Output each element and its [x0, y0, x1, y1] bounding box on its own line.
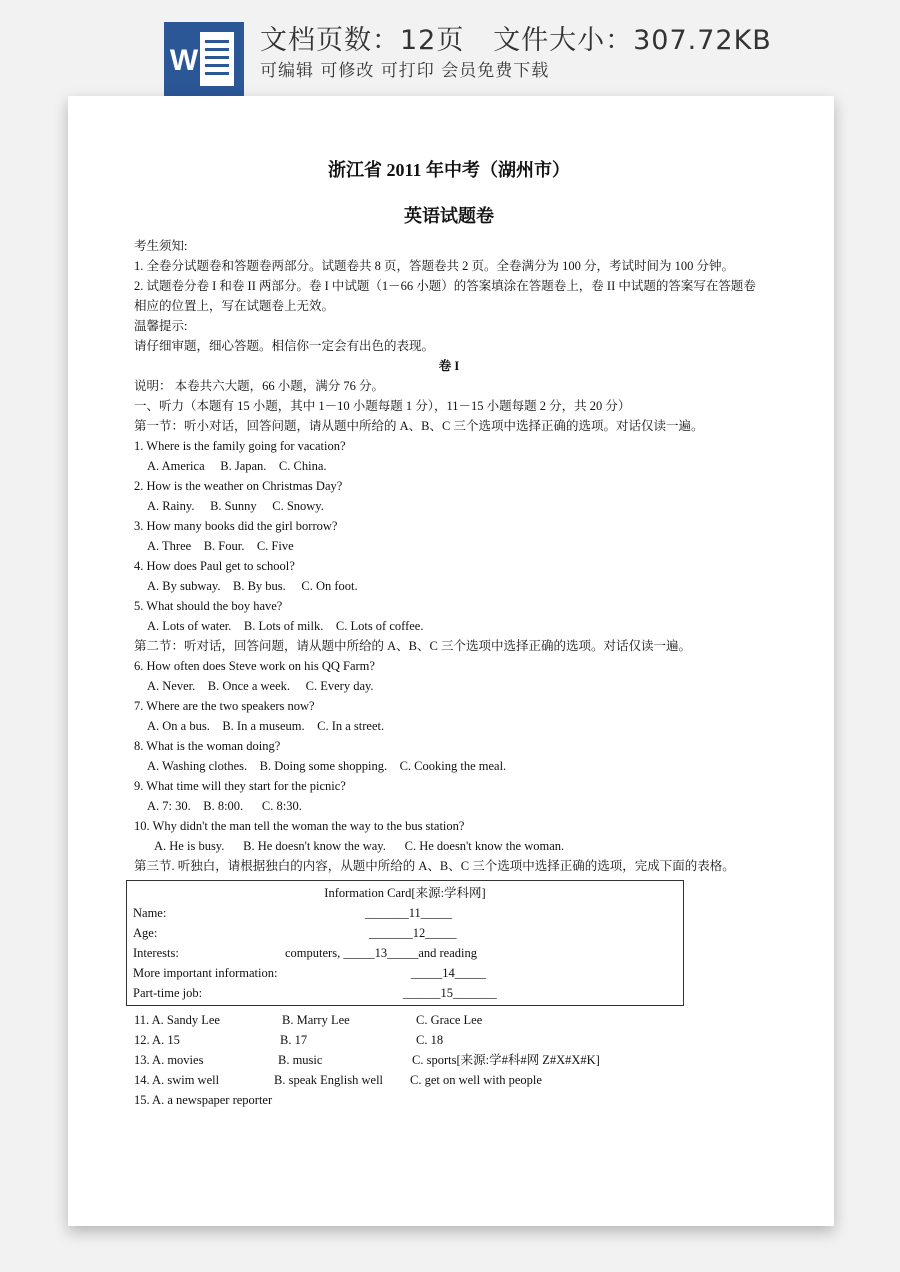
- card-blank: computers, _____13_____and reading: [285, 946, 477, 960]
- document-content: [134, 156, 764, 1110]
- card-title: Information Card[来源:学科网]: [324, 886, 486, 900]
- option-c: C. sports[来源:学#科#网 Z#X#X#K]: [412, 1053, 600, 1067]
- question-options: A. On a bus. B. In a museum. C. In a street.: [147, 719, 385, 733]
- tip-text: 请仔细审题，细心答题。相信你一定会有出色的表现。: [134, 339, 435, 353]
- question-options: A. 7: 30. B. 8:00. C. 8:30.: [147, 799, 302, 813]
- card-row: [133, 903, 677, 923]
- exam-subtitle: 英语试题卷: [404, 206, 494, 226]
- card-row: [133, 963, 677, 983]
- option-b: B. 17: [280, 1033, 308, 1047]
- option-a: 13. A. movies: [134, 1053, 204, 1067]
- svg-text:W: W: [169, 44, 199, 77]
- card-blank: ______15_______: [403, 986, 497, 1000]
- question-text: 8. What is the woman doing?: [134, 739, 281, 753]
- question-text: 6. How often does Steve work on his QQ Farm?: [134, 659, 375, 673]
- answer-options: [134, 1010, 764, 1110]
- exam-title: 浙江省 2011 年中考（湖州市）: [327, 160, 570, 180]
- answer-row: [134, 1010, 764, 1030]
- question-text: 1. Where is the family going for vacation?: [134, 439, 346, 453]
- option-a: 12. A. 15: [134, 1033, 180, 1047]
- features-text: 可编辑 可修改 可打印 会员免费下载: [260, 61, 550, 81]
- question-text: 9. What time will they start for the picnic?: [134, 779, 346, 793]
- answer-row: [134, 1070, 764, 1090]
- information-card: [126, 880, 684, 1006]
- notice-item-1: 1. 全卷分试题卷和答题卷两部分。试题卷共 8 页，答题卷共 2 页。全卷满分为 100 分，考试时间为 100 分钟。: [134, 259, 735, 273]
- volume-description: 说明： 本卷共六大题，66 小题，满分 76 分。: [134, 379, 385, 393]
- answer-row: [134, 1030, 764, 1050]
- question-options: A. Never. B. Once a week. C. Every day.: [147, 679, 374, 693]
- document-page: [68, 96, 834, 1226]
- option-b: B. music: [278, 1053, 323, 1067]
- notice-heading: 考生须知:: [134, 239, 188, 253]
- download-banner: [0, 0, 900, 100]
- question-text: 2. How is the weather on Christmas Day?: [134, 479, 343, 493]
- question-options: A. Three B. Four. C. Five: [147, 539, 294, 553]
- question-text: 5. What should the boy have?: [134, 599, 283, 613]
- option-a: 15. A. a newspaper reporter: [134, 1093, 273, 1107]
- card-label: Interests:: [133, 946, 179, 960]
- option-c: C. Grace Lee: [416, 1013, 483, 1027]
- section-3-heading: 第三节. 听独白，请根据独白的内容，从题中所给的 A、B、C 三个选项中选择正确的选项，完成下面的表格。: [134, 859, 735, 873]
- option-b: B. Marry Lee: [282, 1013, 350, 1027]
- word-document-icon: [164, 22, 244, 96]
- option-c: C. 18: [416, 1033, 444, 1047]
- section-1-questions: [134, 436, 764, 636]
- question-text: 10. Why didn't the man tell the woman the way to the bus station?: [134, 819, 465, 833]
- card-row: [133, 943, 677, 963]
- volume-heading: 卷 I: [438, 359, 460, 373]
- section-2-questions: [134, 656, 764, 856]
- notice-item-2: 2. 试题卷分卷 I 和卷 II 两部分。卷 I 中试题（1－66 小题）的答案填涂在答题卷上，卷 II 中试题的答案写在答题卷相应的位置上，写在试题卷上无效。: [134, 279, 756, 313]
- card-label: Name:: [133, 906, 167, 920]
- card-row: [133, 923, 677, 943]
- question-options: A. Washing clothes. B. Doing some shopping. C. Cooking the meal.: [147, 759, 507, 773]
- card-blank: _____14_____: [411, 966, 486, 980]
- question-options: A. He is busy. B. He doesn't know the way. C. He doesn't know the woman.: [154, 839, 565, 853]
- card-label: Part-time job:: [133, 986, 203, 1000]
- answer-row: [134, 1050, 764, 1070]
- option-b: B. speak English well: [274, 1073, 384, 1087]
- question-options: A. Lots of water. B. Lots of milk. C. Lots of coffee.: [147, 619, 424, 633]
- card-blank: _______11_____: [365, 906, 453, 920]
- tip-heading: 温馨提示:: [134, 319, 188, 333]
- section-1-heading: 第一节：听小对话，回答问题，请从题中所给的 A、B、C 三个选项中选择正确的选项。对话仅读一遍。: [134, 419, 704, 433]
- option-a: 14. A. swim well: [134, 1073, 220, 1087]
- question-text: 4. How does Paul get to school?: [134, 559, 295, 573]
- file-info-text: 文档页数：12页 文件大小：307.72KB: [260, 25, 772, 56]
- question-options: A. Rainy. B. Sunny C. Snowy.: [147, 499, 324, 513]
- question-options: A. America B. Japan. C. China.: [147, 459, 327, 473]
- card-row: [133, 983, 677, 1003]
- card-label: More important information:: [133, 966, 278, 980]
- section-2-heading: 第二节：听对话，回答问题，请从题中所给的 A、B、C 三个选项中选择正确的选项。对话仅读一遍。: [134, 639, 691, 653]
- question-text: 7. Where are the two speakers now?: [134, 699, 315, 713]
- card-label: Age:: [133, 926, 158, 940]
- question-text: 3. How many books did the girl borrow?: [134, 519, 338, 533]
- part-1-heading: 一、听力（本题有 15 小题，其中 1－10 小题每题 1 分），11－15 小题每题 2 分，共 20 分）: [134, 399, 631, 413]
- question-options: A. By subway. B. By bus. C. On foot.: [147, 579, 358, 593]
- option-c: C. get on well with people: [410, 1073, 542, 1087]
- card-blank: _______12_____: [369, 926, 457, 940]
- option-a: 11. A. Sandy Lee: [134, 1013, 220, 1027]
- answer-row: [134, 1090, 764, 1110]
